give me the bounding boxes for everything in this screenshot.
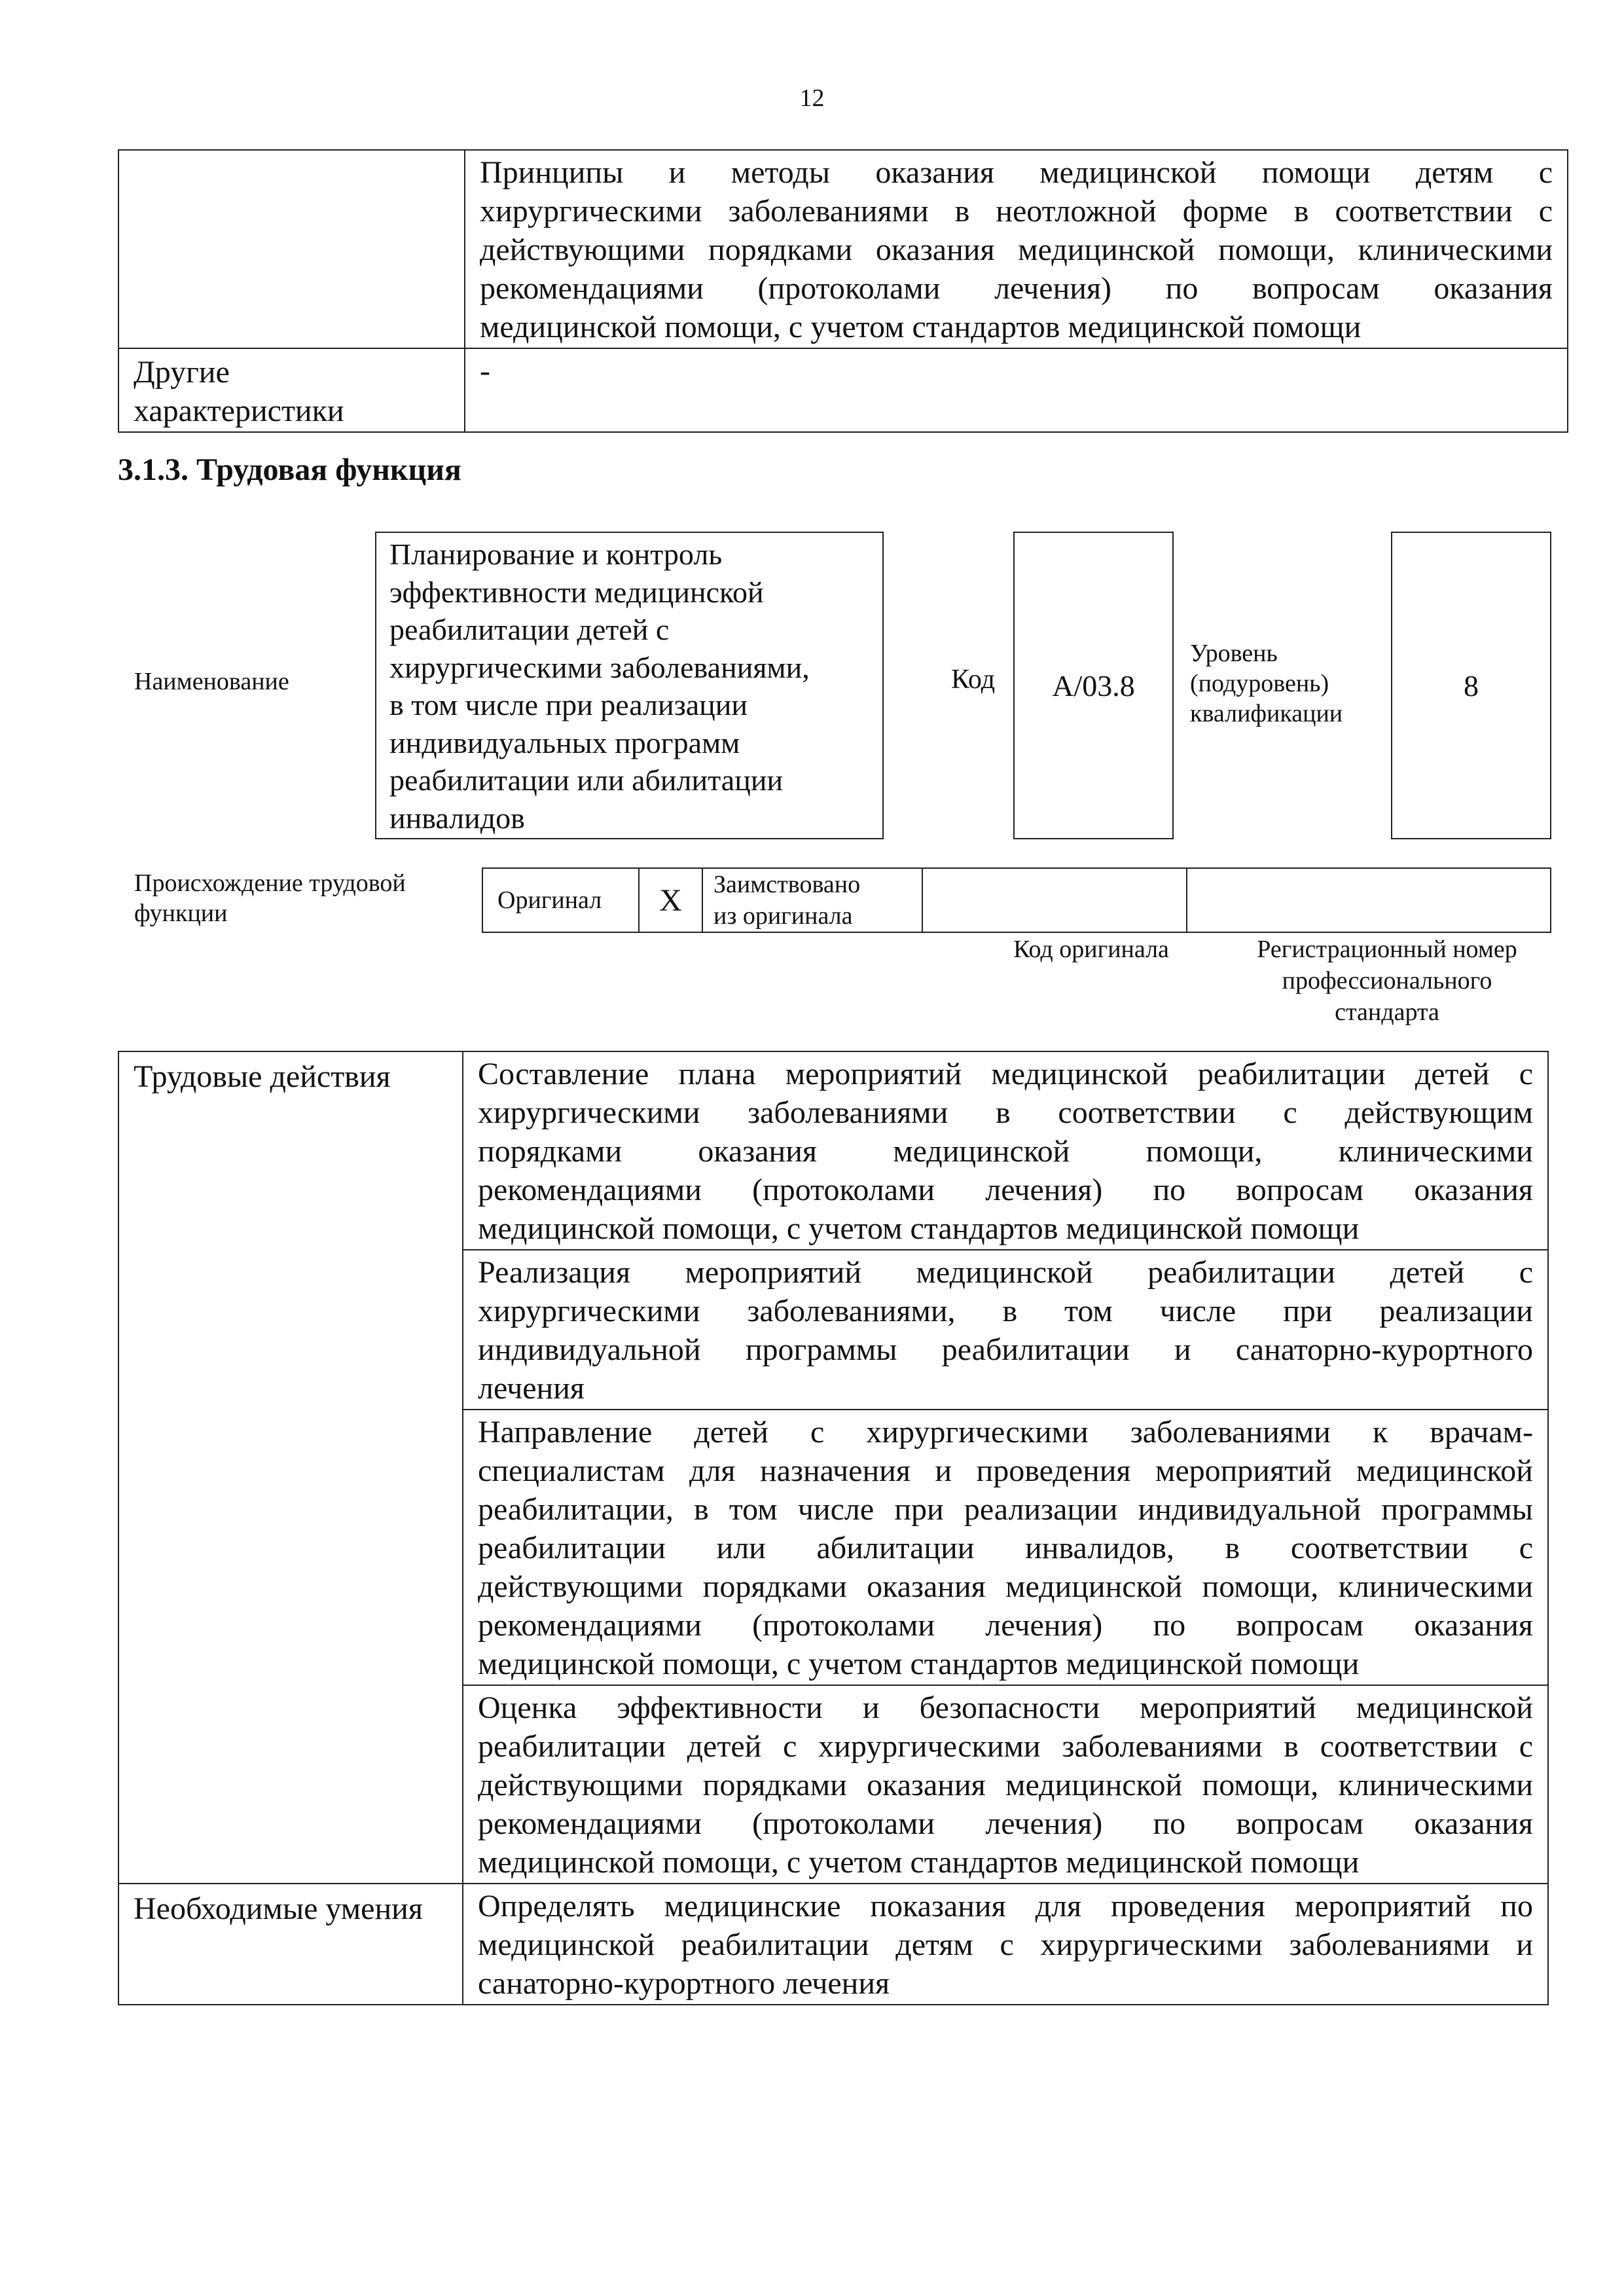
text-line: рекомендациями (протоколами лечения) по вопросам оказания	[478, 1173, 1533, 1207]
text-line: действующими порядками оказания медицинской помощи, клиническими	[480, 232, 1553, 267]
original-code-cell	[922, 868, 1187, 932]
action-item	[463, 1051, 1548, 1250]
text-line: реабилитации или абилитации инвалидов, в соответствии с	[478, 1531, 1533, 1565]
caption-line: профессионального	[1282, 967, 1492, 994]
name-line: эффективности медицинской	[389, 575, 764, 609]
caption-line: Регистрационный номер	[1257, 936, 1517, 963]
text-line: хирургическими заболеваниями в соответствии с действующим	[478, 1095, 1533, 1130]
original-label: Оригинал	[497, 886, 602, 914]
code-box	[1013, 532, 1174, 839]
text-line: Определять медицинские показания для проведения мероприятий по	[478, 1889, 1533, 1923]
other-characteristics-label	[118, 348, 465, 432]
action-item	[463, 1250, 1548, 1410]
action-item	[463, 1410, 1548, 1685]
text-line: медицинской помощи, с учетом стандартов медицинской помощи	[480, 310, 1362, 344]
original-mark: X	[659, 883, 682, 918]
caption-line: стандарта	[1335, 998, 1439, 1026]
text-line: индивидуальной программы реабилитации и санаторно-курортного	[478, 1332, 1533, 1367]
text-line: рекомендациями (протоколами лечения) по вопросам оказания	[480, 271, 1553, 306]
code-value: A/03.8	[1052, 668, 1135, 702]
text-line: медицинской помощи, с учетом стандартов медицинской помощи	[478, 1647, 1360, 1681]
name-line: Планирование и контроль	[389, 538, 723, 571]
text-line: Составление плана мероприятий медицинской реабилитации детей с	[478, 1057, 1533, 1091]
level-label	[1190, 638, 1343, 729]
text-line: Направление детей с хирургическими заболеваниями к врачам-	[478, 1415, 1533, 1449]
origin-label	[134, 868, 406, 928]
name-line: инвалидов	[389, 801, 525, 835]
label-line: из оригинала	[713, 902, 853, 930]
text-line: порядками оказания медицинской помощи, клиническими	[478, 1134, 1533, 1169]
text-line: действующими порядками оказания медицинской помощи, клиническими	[478, 1569, 1533, 1604]
label-line: функции	[134, 900, 228, 927]
skills-label-cell	[118, 1884, 463, 2005]
name-line: индивидуальных программ	[389, 725, 740, 759]
registration-number-cell	[1187, 868, 1551, 932]
original-mark-cell	[639, 868, 702, 932]
text-line: реабилитации детей с хирургическими заболеваниями в соответствии с	[478, 1729, 1533, 1764]
code-label: Код	[951, 665, 996, 695]
label-line: Происхождение трудовой	[134, 869, 406, 897]
page-number: 12	[799, 84, 825, 112]
text-line: санаторно-курортного лечения	[478, 1966, 890, 2001]
actions-label-cell	[118, 1051, 463, 1884]
other-characteristics-value	[465, 348, 1568, 432]
name-label: Наименование	[134, 668, 289, 695]
labor-function-table	[118, 1051, 1549, 2005]
original-label-cell	[482, 868, 639, 932]
origin-table	[482, 867, 1551, 933]
empty-label-cell	[118, 150, 465, 348]
text-line: медицинской помощи, с учетом стандартов медицинской помощи	[478, 1845, 1360, 1880]
text-line: Реализация мероприятий медицинской реабилитации детей с	[478, 1255, 1533, 1290]
section-title: 3.1.3. Трудовая функция	[118, 452, 461, 487]
name-line: в том числе при реализации	[389, 688, 748, 721]
text-line: специалистам для назначения и проведения мероприятий медицинской	[478, 1453, 1533, 1488]
text-line: рекомендациями (протоколами лечения) по вопросам оказания	[478, 1806, 1533, 1841]
text-line: хирургическими заболеваниями в неотложной форме в соответствии с	[480, 194, 1553, 228]
name-line: хирургическими заболеваниями,	[389, 650, 810, 684]
actions-label: Трудовые действия	[134, 1059, 391, 1094]
text-line: действующими порядками оказания медицинской помощи, клиническими	[478, 1768, 1533, 1802]
skills-label: Необходимые умения	[134, 1891, 423, 1926]
knowledge-table-continuation	[118, 149, 1568, 433]
name-line: реабилитации или абилитации	[389, 763, 784, 797]
skill-item	[463, 1884, 1548, 2005]
level-value: 8	[1464, 668, 1479, 702]
caption-registration-number	[1223, 934, 1551, 1028]
action-item	[463, 1685, 1548, 1884]
label-line: квалификации	[1190, 700, 1343, 727]
text-line: -	[480, 354, 490, 388]
text-line: реабилитации, в том числе при реализации индивидуальной программы	[478, 1492, 1533, 1527]
name-line: реабилитации детей с	[389, 613, 670, 646]
borrowed-cell	[702, 868, 922, 932]
level-box	[1391, 532, 1551, 839]
knowledge-item	[465, 150, 1568, 348]
label-line: Заимствовано	[713, 871, 861, 898]
text-line: Принципы и методы оказания медицинской помощи детям с	[480, 155, 1553, 190]
text-line: лечения	[478, 1371, 585, 1406]
caption-original-code: Код оригинала	[1013, 936, 1169, 963]
text-line: рекомендациями (протоколами лечения) по вопросам оказания	[478, 1608, 1533, 1643]
label-line: характеристики	[134, 393, 344, 428]
label-line: (подуровень)	[1190, 670, 1329, 697]
function-name-box	[375, 532, 884, 839]
text-line: медицинской помощи, с учетом стандартов медицинской помощи	[478, 1211, 1360, 1246]
text-line: хирургическими заболеваниями, в том числе при реализации	[478, 1294, 1533, 1328]
text-line: медицинской реабилитации детям с хирургическими заболеваниями и	[478, 1927, 1533, 1962]
text-line: Оценка эффективности и безопасности мероприятий медицинской	[478, 1690, 1533, 1725]
label-line: Другие	[134, 355, 230, 390]
label-line: Уровень	[1190, 640, 1278, 667]
